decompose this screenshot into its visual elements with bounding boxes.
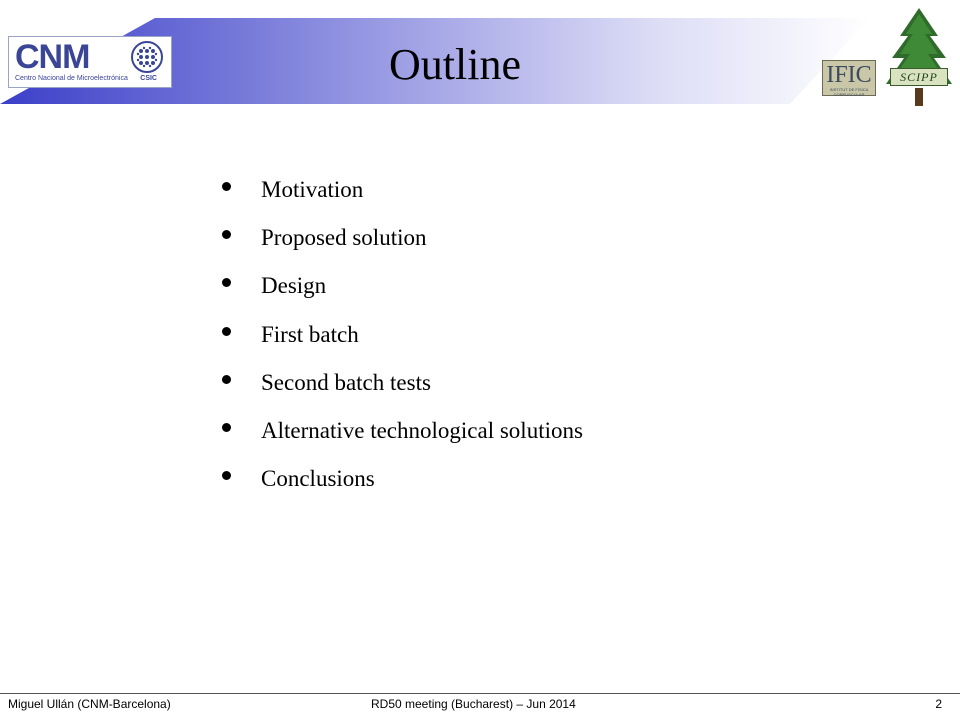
bullet-dot-icon [222,423,231,432]
bullet-dot-icon [222,230,231,239]
cnm-logo-word: CNM [15,38,90,76]
outline-item-text: Design [261,273,327,299]
bullet-dot-icon [222,375,231,384]
bullet-dot-icon [222,278,231,287]
footer-page-number: 2 [935,697,942,711]
outline-item-text: Alternative technological solutions [261,417,583,443]
footer-divider [0,693,960,694]
outline-item-text: Second batch tests [261,369,431,395]
footer-meeting: RD50 meeting (Bucharest) – Jun 2014 [371,697,576,711]
slide-title: Outline [389,40,521,89]
scipp-logo-label: SCIPP [890,68,948,86]
outline-item-text: Conclusions [261,466,375,492]
scipp-tree-icon [880,6,958,106]
cnm-logo-csic: CSIC [140,75,157,82]
cnm-logo-subtitle: Centro Nacional de Microelectrónica [15,75,128,82]
outline-item-text: Proposed solution [261,225,427,251]
outline-item-text: First batch [261,321,359,347]
ific-logo-subtitle: INSTITUT DE FÍSICA CORPUSCULAR [829,87,869,97]
footer-author: Miguel Ullán (CNM-Barcelona) [8,697,171,711]
ific-logo [822,60,876,96]
outline-item-text: Motivation [261,177,364,202]
bullet-dot-icon [222,327,231,336]
bullet-dot-icon [222,182,231,191]
ific-logo-word: IFIC [826,62,872,88]
bullet-dot-icon [222,471,231,480]
